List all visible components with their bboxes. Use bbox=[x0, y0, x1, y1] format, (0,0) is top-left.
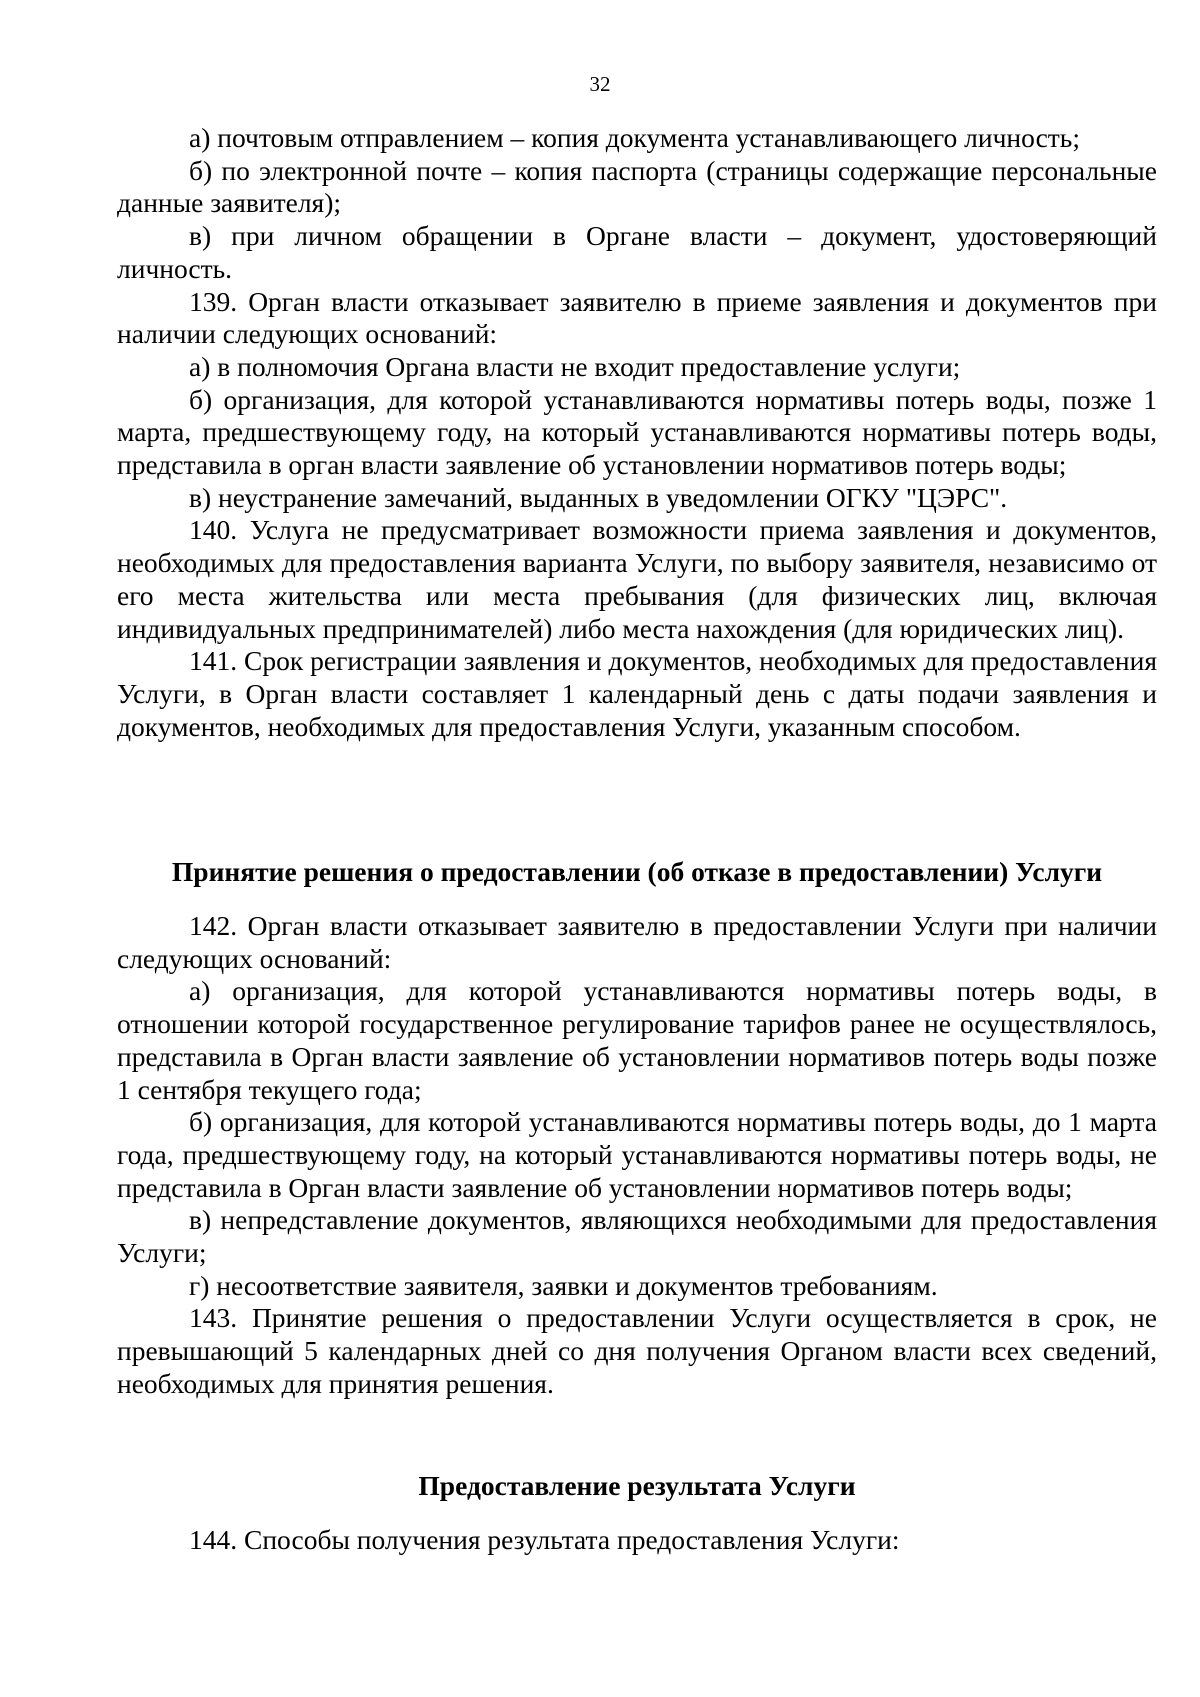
paragraph: б) по электронной почте – копия паспорта (страницы содержащие персональные данные заявителя); bbox=[117, 154, 1157, 219]
paragraph: 139. Орган власти отказывает заявителю в приеме заявления и документов при наличии следующих оснований: bbox=[117, 285, 1157, 350]
paragraph: 142. Орган власти отказывает заявителю в предоставлении Услуги при наличии следующих оснований: bbox=[117, 910, 1157, 974]
paragraph: 140. Услуга не предусматривает возможности приема заявления и документов, необходимых для предоставления варианта Услуги, по выбору заявителя, независимо от его места жительства или места пребывания (для физических лиц, включая индивидуальных предпринимателей) либо места нахождения (для юридических лиц). bbox=[117, 514, 1157, 644]
paragraph: в) непредставление документов, являющихся необходимыми для предоставления Услуги; bbox=[117, 1204, 1157, 1269]
paragraph: в) при личном обращении в Органе власти – документ, удостоверяющий личность. bbox=[117, 220, 1157, 284]
paragraph: в) неустранение замечаний, выданных в уведомлении ОГКУ "ЦЭРС". bbox=[189, 481, 1008, 513]
paragraph: г) несоответствие заявителя, заявки и документов требованиям. bbox=[189, 1269, 938, 1301]
section-heading-decision: Принятие решения о предоставлении (об отказе в предоставлении) Услуги bbox=[171, 856, 1103, 887]
paragraph: б) организация, для которой устанавливаются нормативы потерь воды, позже 1 марта, предшествующему году, на который устанавливаются нормативы потерь воды, представила в орган власти заявление об установлении нормативов потерь воды; bbox=[117, 383, 1157, 481]
paragraph: б) организация, для которой устанавливаются нормативы потерь воды, до 1 марта года, предшествующему году, на который устанавливаются нормативы потерь воды, не представила в Орган власти заявление об установлении нормативов потерь воды; bbox=[117, 1106, 1157, 1203]
page-number: 32 bbox=[589, 72, 611, 96]
paragraph: а) в полномочия Органа власти не входит предоставление услуги; bbox=[189, 350, 961, 382]
paragraph: а) организация, для которой устанавливаются нормативы потерь воды, в отношении которой государственное регулирование тарифов ранее не осуществлялось, представила в Орган власти заявление об установлении нормативов потерь воды позже 1 сентября текущего года; bbox=[117, 975, 1157, 1105]
section-result bbox=[117, 1524, 1157, 1557]
paragraph: а) почтовым отправлением – копия документа устанавливающего личность; bbox=[189, 122, 1080, 153]
section-decision bbox=[117, 910, 1157, 1401]
paragraph: 144. Способы получения результата предоставления Услуги: bbox=[189, 1524, 900, 1555]
paragraph: 143. Принятие решения о предоставлении Услуги осуществляется в срок, не превышающий 5 календарных дней со дня получения Органом власти всех сведений, необходимых для принятия решения. bbox=[117, 1302, 1157, 1399]
paragraph: 141. Срок регистрации заявления и документов, необходимых для предоставления Услуги, в Орган власти составляет 1 календарный день с даты подачи заявления и документов, необходимых для предоставления Услуги, указанным способом. bbox=[117, 645, 1157, 742]
section-heading-result: Предоставление результата Услуги bbox=[418, 1470, 856, 1501]
section-application-acceptance bbox=[117, 122, 1157, 743]
